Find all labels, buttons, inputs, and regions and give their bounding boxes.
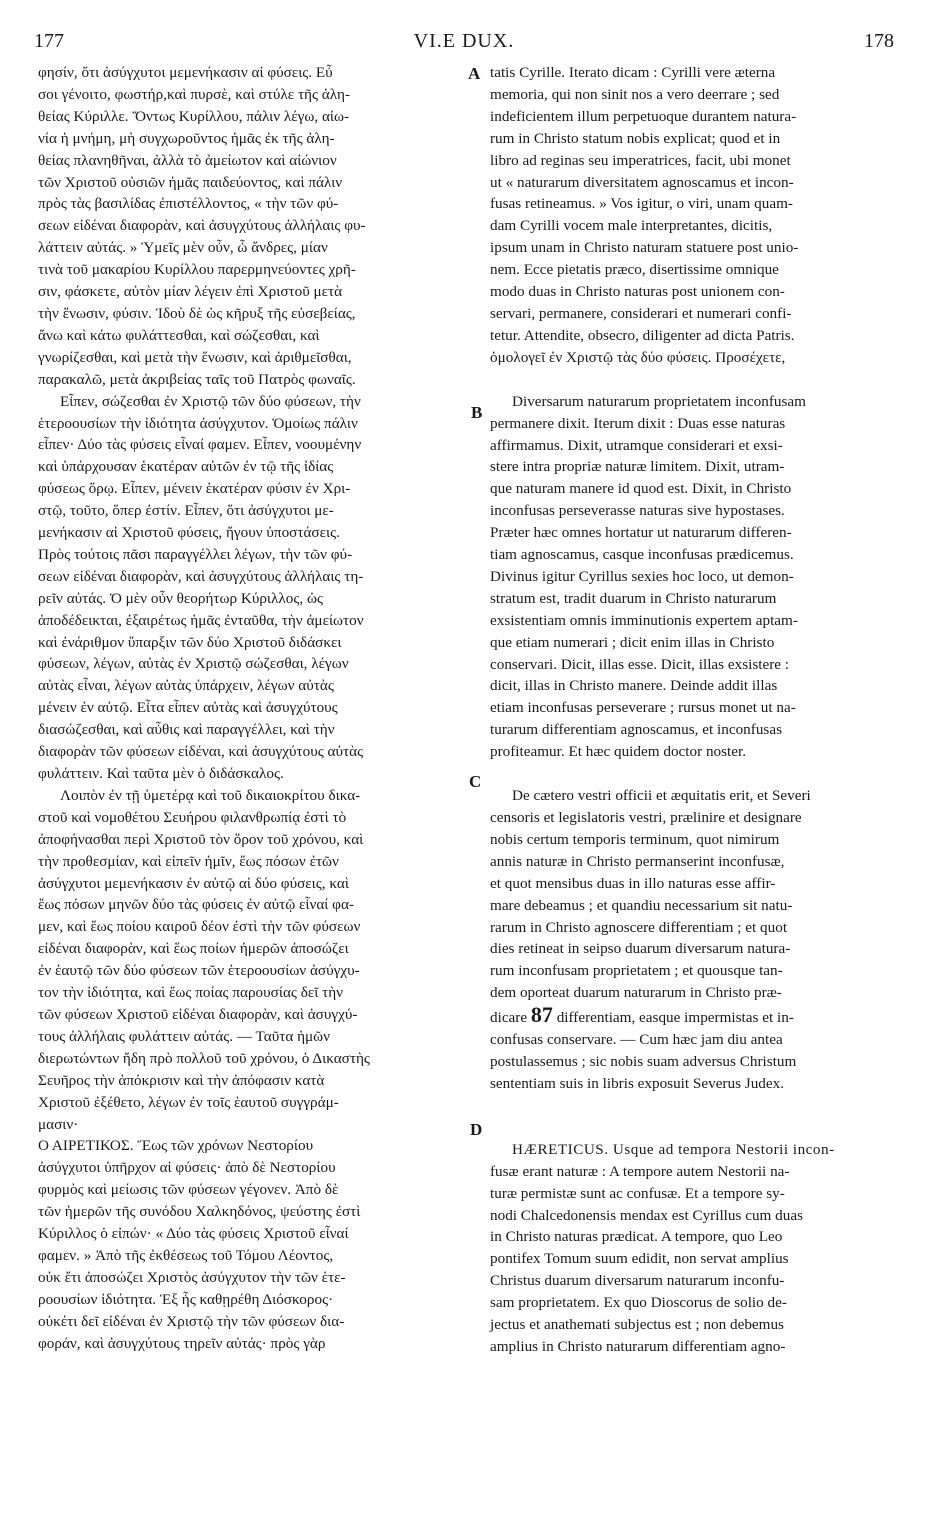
- text-line: φησίν, ὅτι ἀσύγχυτοι μεμενήκασιν αἱ φύσεις. Εὖ: [38, 64, 333, 81]
- text-line: turæ permistæ sunt ac confusæ. Et a tempore sy-: [490, 1184, 785, 1202]
- greek-paragraph-1: [38, 62, 468, 391]
- text-line: Εἶπεν, σώζεσθαι ἐν Χριστῷ τῶν δύο φύσεων, τὴν: [60, 392, 361, 410]
- text-line: ἑτεροουσίων τὴν ἰδιότητα ἀσύγχυτον. Ὁμοίως πάλιν: [38, 414, 358, 432]
- text-line: dies retineat in seipso duarum diversarum natura-: [490, 940, 791, 958]
- text-line: conservari. Dicit, illas esse. Dicit, illas exsistere :: [490, 655, 790, 673]
- text-line: Diversarum naturarum proprietatem inconfusam: [512, 392, 806, 410]
- text-line: modo duas in Christo naturas post unionem con-: [490, 283, 785, 301]
- text-line: [490, 1004, 892, 1029]
- text-line: HÆRETICUS. Usque ad tempora Nestorii incon-: [512, 1140, 835, 1158]
- paragraph-gap: [490, 1095, 892, 1139]
- text-line: amplius in Christo naturarum differentiam agno-: [490, 1337, 786, 1355]
- text-line: φύσεως ὅρῳ. Εἶπεν, μένειν ἑκατέραν φύσιν ἐν Χρι-: [38, 480, 351, 498]
- text-line: ἀποδέδεικται, ἐξαιρέτως ἡμᾶς ἐνταῦθα, τὴν ἀμείωτον: [38, 611, 364, 629]
- greek-paragraph-4: [38, 1135, 468, 1354]
- text-line: καὶ ὑπάρχουσαν ἑκατέραν αὐτῶν ἐν τῷ τῆς ἰδίας: [38, 458, 334, 476]
- text-line: permanere dixit. Iterum dixit : Duas esse naturas: [490, 414, 786, 432]
- text-line: Divinus igitur Cyrillus sexies hoc loco, ut demon-: [490, 567, 794, 585]
- text-line: καὶ ἐνάριθμον ὕπαρξιν τῶν δύο Χριστοῦ διδάσκει: [38, 633, 342, 651]
- text-line: οὐκ ἔτι ἀποσώζει Χριστὸς ἀσύγχυτον τὴν τῶν ἑτε-: [38, 1268, 346, 1286]
- latin-paragraph-2: [490, 391, 892, 763]
- text-line: affirmamus. Dixit, utramque considerari et exsi-: [490, 436, 783, 454]
- text-line: Πρὸς τούτοις πᾶσι παραγγέλλει λέγων, τὴν τῶν φύ-: [38, 545, 353, 563]
- text-line: que etiam numerari ; dicit enim illas in Christo: [490, 633, 775, 651]
- text-line: rarum in Christo agnoscere differentiam ; et quot: [490, 918, 788, 936]
- text-line: ἀσύγχυτοι μεμενήκασιν ἐν αὐτῷ αἱ δύο φύσεις, καὶ: [38, 874, 349, 892]
- text-line: stere intra propriæ naturæ limitem. Dixit, utram-: [490, 458, 785, 476]
- latin-column: [490, 62, 892, 1358]
- text-line: dam Cyrilli vocem male interpretantes, dicitis,: [490, 217, 773, 235]
- text-line: ροουσίων ἰδιότητα. Ἐξ ἧς καθῃρέθη Διόσκορος·: [38, 1290, 334, 1308]
- paragraph-gap: [490, 763, 892, 785]
- page-number-left: 177: [34, 30, 64, 52]
- text-line: sententiam suis in libris exposuit Severus Judex.: [490, 1074, 785, 1092]
- page-header: [34, 30, 894, 56]
- text-line: ἐν ἑαυτῷ τῶν δύο φύσεων τῶν ἑτεροουσίων ἀσύγχυ-: [38, 962, 360, 980]
- text-line: τους ἀλλήλαις φυλάττειν αὐτάς. — Ταῦτα ἡμῶν: [38, 1027, 331, 1045]
- text-line: jectus et anathemati subjectus est ; non debemus: [490, 1316, 784, 1334]
- text-line: rum in Christo statum nobis explicat; quod et in: [490, 129, 781, 147]
- text-line: στῷ, τοῦτο, ὅπερ ἐστίν. Εἶπεν, ὅτι ἀσύγχυτοι με-: [38, 502, 334, 520]
- text-line: que naturam manere id quod est. Dixit, in Christo: [490, 480, 792, 498]
- text-line: sam proprietatem. Ex quo Dioscorus de solio de-: [490, 1294, 787, 1312]
- text-line: Præter hæc omnes hortatur ut naturarum differen-: [490, 524, 792, 542]
- text-line: confusas conservare. — Cum hæc jam diu antea: [490, 1031, 783, 1049]
- text-line: παρακαλῶ, μετὰ ἀκριβείας ταῖς τοῦ Πατρὸς φωναῖς.: [38, 370, 356, 388]
- paragraph-gap: [490, 369, 892, 391]
- text-line: mare debeamus ; et quandiu necessarium sit natu-: [490, 896, 793, 914]
- text-line: μεν, καὶ ἕως ποίου καιροῦ δέον ἐστὶ τὴν τῶν φύσεων: [38, 918, 361, 936]
- text-line: tetur. Attendite, obsecro, diligenter ad dicta Patris.: [490, 326, 795, 344]
- page-number-right: 178: [864, 30, 894, 52]
- text-line: Λοιπὸν ἐν τῇ ὑμετέρᾳ καὶ τοῦ δικαιοκρίτου δικα-: [60, 786, 361, 804]
- greek-paragraph-2: [38, 391, 468, 785]
- text-line: De cætero vestri officii et æquitatis erit, et Severi: [512, 787, 811, 805]
- text-line: τῶν φύσεων Χριστοῦ εἰδέναι διαφορὰν, καὶ ἀσυγχύ-: [38, 1005, 358, 1023]
- text-line: ὁμολογεῖ ἐν Χριστῷ τὰς δύο φύσεις. Προσέχετε,: [490, 348, 786, 366]
- text-line: πρὸς τὰς βασιλίδας ἐπιστέλλοντος, « τὴν τῶν φύ-: [38, 195, 339, 213]
- text-line: ut « naturarum diversitatem agnoscamus et incon-: [490, 173, 794, 191]
- folio-number: 87: [530, 1002, 553, 1028]
- latin-paragraph-3: [490, 785, 892, 1095]
- text-line: οὐκέτι δεῖ εἰδέναι ἐν Χριστῷ τὴν τῶν φύσεων δια-: [38, 1312, 345, 1330]
- margin-letter-b: B: [471, 403, 483, 422]
- text-line: εἶπεν· Δύο τὰς φύσεις εἶναί φαμεν. Εἶπεν, νοουμένην: [38, 436, 362, 454]
- text-line: et quot mensibus duas in illo naturas esse affir-: [490, 874, 776, 892]
- text-line: nem. Ecce pietatis præco, disertissime omnique: [490, 261, 779, 279]
- text-line: σιν, φάσκετε, αὐτὸν μίαν λέγειν ἐπὶ Χριστοῦ μετὰ: [38, 283, 343, 301]
- text-line: διασώζεσθαι, καὶ αὖθις καὶ παραγγέλλει, καὶ τὴν: [38, 721, 335, 739]
- text-line: Χριστοῦ ἐξέθετο, λέγων ἐν τοῖς ἑαυτοῦ συγγράμ-: [38, 1093, 339, 1111]
- text-line: τῶν ἡμερῶν τῆς συνόδου Χαλκηδόνος, ψεύστης ἐστὶ: [38, 1203, 361, 1221]
- text-line: dem oporteat duarum naturarum in Christo præ-: [490, 984, 782, 1002]
- text-line: censoris et legislatoris vestri, prælinire et designare: [490, 809, 802, 826]
- text-line: θείας Κύριλλε. Ὄντως Κυρίλλου, πάλιν λέγω, αἰω-: [38, 107, 350, 125]
- text-line: φοράν, καὶ ἀσυγχύτους τηρεῖν αὐτάς· πρὸς γὰρ: [38, 1334, 326, 1352]
- text-line: profiteamur. Et hæc quidem doctor noster.: [490, 743, 747, 761]
- text-line: ρεῖν αὐτάς. Ὁ μὲν οὖν θεορήτωρ Κύριλλος, ὡς: [38, 589, 323, 607]
- text-line: indeficientem illum perpetuoque durantem natura-: [490, 107, 797, 125]
- text-line: turarum differentiam agnoscamus, et inconfusas: [490, 721, 782, 739]
- text-line: tiam agnoscamus, casque inconfusas prædicemus.: [490, 546, 794, 564]
- text-line: postulassemus ; sic nobis suam adversus Christum: [490, 1052, 797, 1070]
- text-line: διερωτώντων ἤδη πρὸ πολλοῦ τοῦ χρόνου, ὁ Δικαστὴς: [38, 1049, 370, 1067]
- text-line: ipsum unam in Christo naturam statuere post unio-: [490, 239, 799, 257]
- greek-column: [38, 62, 468, 1354]
- text-line: μένειν ἐν αὐτῷ. Εἶτα εἶπεν αὐτὰς καὶ ἀσυγχύτους: [38, 699, 338, 717]
- text-line: servari, permanere, considerari et numerari confi-: [490, 304, 792, 322]
- text-line: pontifex Tomum suum edidit, non servat amplius: [490, 1250, 789, 1268]
- text-line: τῶν Χριστοῦ οὐσιῶν ἡμᾶς παιδεύοντος, καὶ πάλιν: [38, 173, 343, 191]
- text-line: in Christo naturas prædicat. A tempore, quo Leo: [490, 1228, 783, 1246]
- text-line: ἕως πόσων μηνῶν δύο τὰς φύσεις ἐν αὐτῷ εἶναί φα-: [38, 896, 354, 914]
- text-line: αὐτὰς εἶναι, λέγων αὐτὰς ὑπάρχειν, λέγων αὐτὰς: [38, 677, 334, 695]
- text-line: λάττειν αὐτάς. » Ὑμεῖς μὲν οὖν, ὦ ἄνδρες, μίαν: [38, 239, 328, 257]
- text-line: dicit, illas in Christo manere. Deinde addit illas: [490, 677, 778, 695]
- text-line: Σευῆρος τὴν ἀπόκρισιν καὶ τὴν ἀπόφασιν κατὰ: [38, 1071, 325, 1089]
- text-line: φύσεων, λέγων, αὐτὰς ἐν Χριστῷ σώζεσθαι, λέγων: [38, 655, 349, 673]
- text-line: φαμεν. » Ἀπὸ τῆς ἐκθέσεως τοῦ Τόμου Λέοντος,: [38, 1246, 334, 1264]
- text-line: rum inconfusam proprietatem ; et quousque tan-: [490, 962, 783, 980]
- text-line: διαφορὰν τῶν φύσεων εἰδέναι, καὶ ἀσυγχύτους αὐτὰς: [38, 743, 364, 761]
- text-line: fusas retineamus. » Vos igitur, o viri, unam quam-: [490, 195, 793, 213]
- text-line: τινὰ τοῦ μακαρίου Κυρίλλου παρερμηνεύοντες χρῆ-: [38, 261, 356, 279]
- text-line: Κύριλλος ὁ εἰπών· « Δύο τὰς φύσεις Χριστοῦ εἶναί: [38, 1225, 349, 1243]
- text-line: Ο ΑΙΡΕΤΙΚΟΣ. Ἕως τῶν χρόνων Νεστορίου: [38, 1137, 314, 1155]
- text-fragment: dicare: [490, 1009, 528, 1027]
- margin-letter-c: C: [469, 772, 482, 791]
- text-line: nodi Chalcedonensis mendax est Cyrillus cum duas: [490, 1206, 803, 1224]
- running-title: VI.E DUX.: [413, 30, 515, 52]
- text-line: ἄνω καὶ κάτω φυλάττεσθαι, καὶ σώζεσθαι, καὶ: [38, 326, 320, 344]
- text-line: libro ad reginas seu imperatrices, facit, ubi monet: [490, 151, 791, 169]
- text-line: tatis Cyrille. Iterato dicam : Cyrilli vere æterna: [490, 64, 776, 81]
- text-line: exsistentiam omnis imminutionis expertem aptam-: [490, 611, 798, 629]
- text-line: μασιν·: [38, 1115, 79, 1133]
- text-line: ἀποφήνασθαι περὶ Χριστοῦ τὸν ὅρον τοῦ χρόνου, καὶ: [38, 830, 364, 848]
- text-line: memoria, qui non sinit nos a vero deerrare ; sed: [490, 85, 780, 103]
- text-line: nobis certum temporis terminum, quot nimirum: [490, 830, 780, 848]
- latin-paragraph-1: [490, 62, 892, 369]
- text-line: φυρμὸς καὶ μείωσις τῶν φύσεων γέγονεν. Ἀπὸ δὲ: [38, 1181, 339, 1199]
- text-line: σεων εἰδέναι διαφορὰν, καὶ ἀσυγχύτους ἀλλήλαις φυ-: [38, 217, 366, 235]
- text-line: γνωρίζεσθαι, καὶ μετὰ τὴν ἕνωσιν, καὶ ἀριθμεῖσθαι,: [38, 348, 352, 366]
- text-line: annis naturæ in Christo permanserint inconfusæ,: [490, 852, 785, 870]
- text-line: τὴν προθεσμίαν, καὶ εἰπεῖν ἡμῖν, ἕως πόσων ἐτῶν: [38, 852, 339, 870]
- margin-letter-d: D: [470, 1120, 483, 1139]
- greek-paragraph-3: [38, 785, 468, 1136]
- text-line: ἀσύγχυτοι ὑπῆρχον αἱ φύσεις· ἀπὸ δὲ Νεστορίου: [38, 1159, 336, 1177]
- text-line: φυλάττειν. Καὶ ταῦτα μὲν ὁ διδάσκαλος.: [38, 765, 284, 782]
- text-line: τὴν ἕνωσιν, φύσιν. Ἰδοὺ δὲ ὡς κῆρυξ τῆς εὐσεβείας,: [38, 304, 356, 322]
- text-line: θείας πλανηθῆναι, ἀλλὰ τὸ ἀμείωτον καὶ αἰώνιον: [38, 151, 337, 169]
- text-line: fusæ erant naturæ : A tempore autem Nestorii na-: [490, 1162, 790, 1180]
- text-line: σοι γένοιτο, φωστήρ,καὶ πυρσὲ, καὶ στύλε τῆς ἀλη-: [38, 85, 350, 103]
- text-line: inconfusas perseverasse naturas sive hypostases.: [490, 502, 785, 520]
- text-line: εἰδέναι διαφορὰν, καὶ ἕως ποίων ἡμερῶν ἀποσώζει: [38, 940, 349, 958]
- text-line: μενήκασιν αἱ Χριστοῦ φύσεις, ἤγουν ὑποστάσεις.: [38, 524, 340, 542]
- text-line: stratum est, tradit duarum in Christo naturarum: [490, 589, 777, 607]
- text-line: νία ἡ μνήμη, μὴ συγχωροῦντος ἡμᾶς ἐκ τῆς ἀλη-: [38, 129, 335, 147]
- latin-paragraph-4: [490, 1139, 892, 1358]
- text-line: etiam inconfusas perseverare ; rursus monet ut na-: [490, 699, 796, 717]
- text-fragment: differentiam, easque impermistas et in-: [556, 1009, 794, 1027]
- text-line: τον τὴν ἰδιότητα, καὶ ἕως ποίας παρουσίας δεῖ τὴν: [38, 984, 344, 1002]
- text-line: σεων εἰδέναι διαφορὰν, καὶ ἀσυγχύτους ἀλλήλαις τη-: [38, 567, 364, 585]
- margin-letter-a: A: [468, 64, 481, 83]
- text-line: Christus duarum diversarum naturarum inconfu-: [490, 1272, 785, 1290]
- text-line: στοῦ καὶ νομοθέτου Σευήρου φιλανθρωπίᾳ ἐστὶ τὸ: [38, 808, 347, 826]
